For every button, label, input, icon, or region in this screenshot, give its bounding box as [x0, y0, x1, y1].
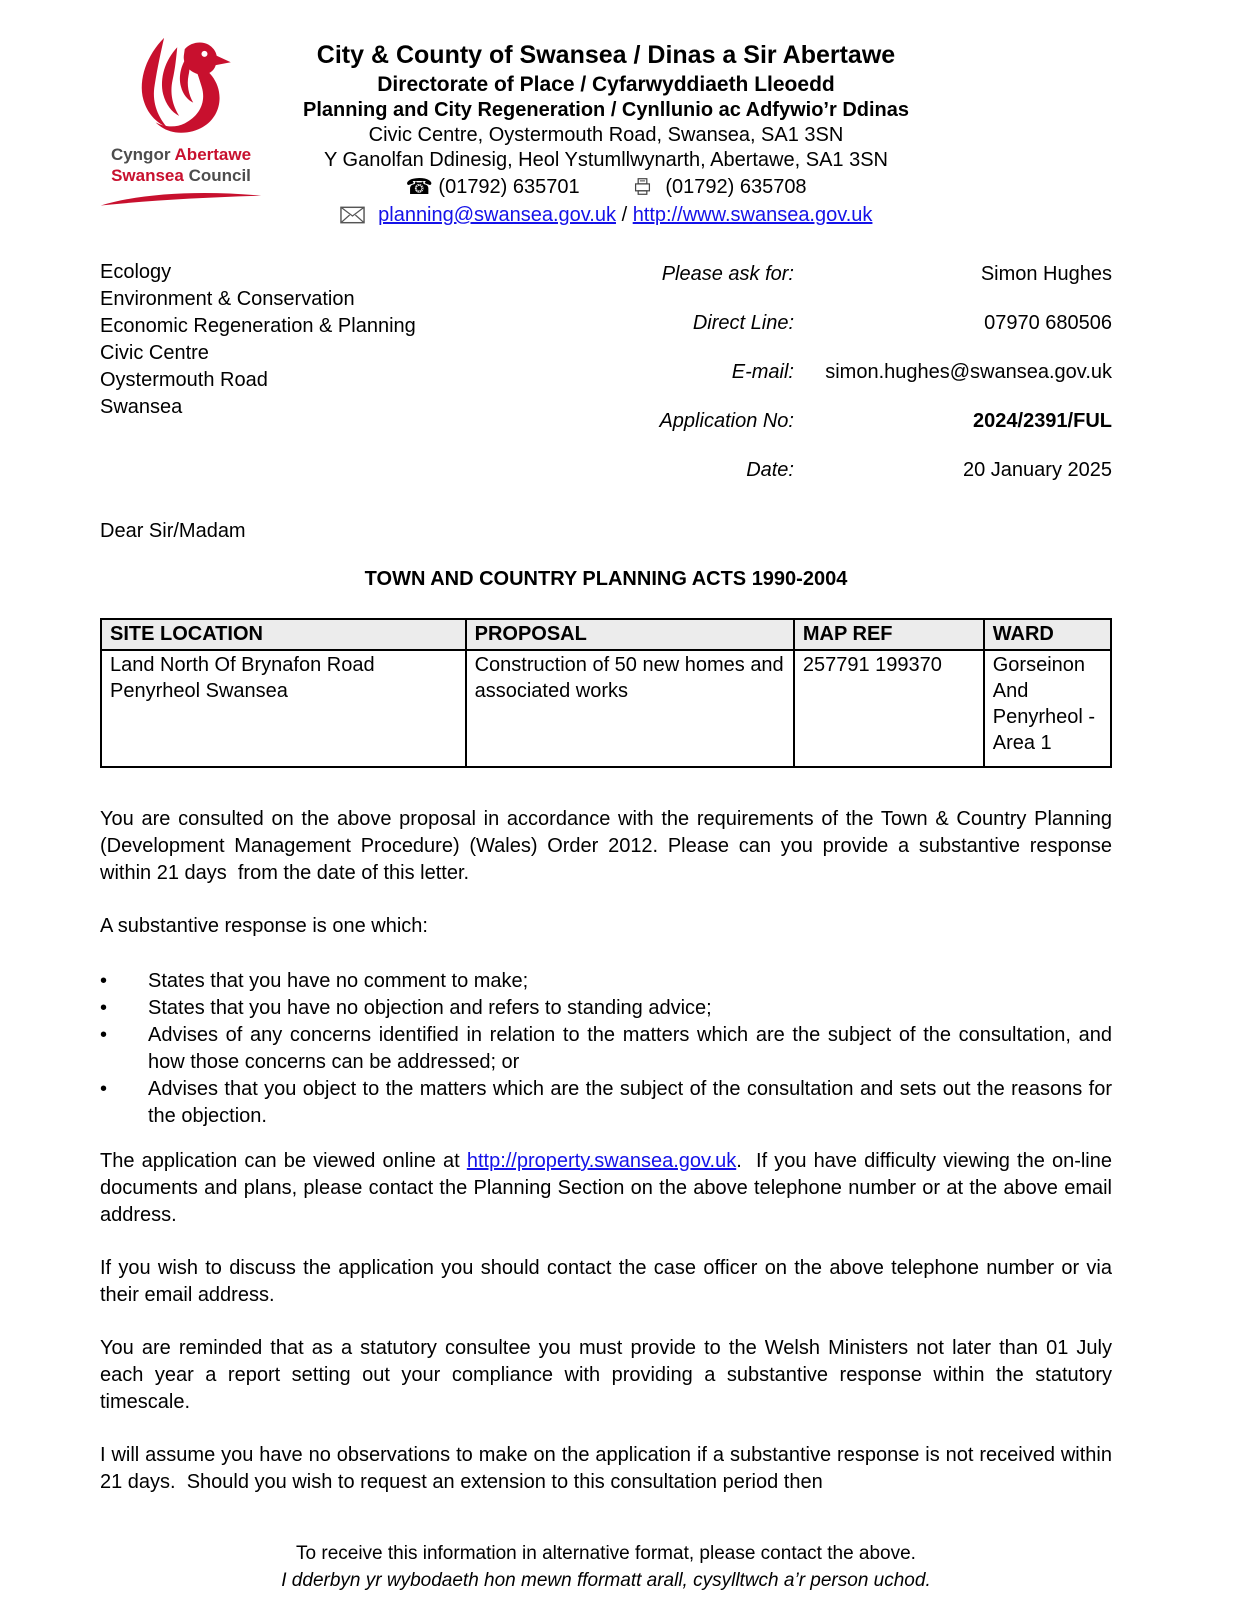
sender-address-line: Civic Centre — [100, 342, 209, 364]
envelope-icon — [340, 206, 365, 224]
phoenix-icon — [122, 36, 240, 144]
contact-row-date — [600, 457, 1112, 484]
cell-map-ref: 257791 199370 — [794, 650, 984, 767]
website-link[interactable]: http://www.swansea.gov.uk — [632, 204, 873, 226]
contact-row-email — [600, 359, 1112, 386]
email-link[interactable]: planning@swansea.gov.uk — [378, 204, 616, 226]
bullet-icon: • — [100, 970, 108, 992]
logo-text-abertawe: Abertawe — [174, 145, 252, 164]
bullet-icon: • — [100, 997, 108, 1019]
contact-row-direct-line — [600, 310, 1112, 337]
sender-address-line: Swansea — [100, 396, 183, 418]
sender-address-block — [100, 259, 600, 484]
logo-wordmark — [92, 144, 270, 186]
logo-text-council: Council — [188, 166, 251, 185]
paragraph-statutory-consultee: You are reminded that as a statutory consultee you must provide to the Welsh Ministers not later than 01 July each year a report setting out your compliance with providing a substantive response within the statutory timescale. — [100, 1337, 1112, 1413]
contact-details-block — [600, 259, 1112, 484]
footer-alt-format-cy: I dderbyn yr wybodaeth hon mewn fformatt arall, cysylltwch a’r person uchod. — [281, 1570, 931, 1591]
contact-label: Please ask for: — [661, 263, 794, 285]
col-header-map-ref: MAP REF — [794, 619, 984, 650]
list-item — [100, 1022, 1112, 1076]
cell-proposal: Construction of 50 new homes and associated works — [466, 650, 794, 767]
reference-section — [100, 259, 1112, 484]
sender-address-line: Oystermouth Road — [100, 369, 268, 391]
paragraph-discuss: If you wish to discuss the application you should contact the case officer on the above telephone number or via their email address. — [100, 1257, 1112, 1306]
table-row — [101, 650, 1111, 767]
property-portal-link[interactable]: http://property.swansea.gov.uk — [466, 1150, 737, 1172]
contact-label: Date: — [746, 459, 794, 481]
sender-address-line: Ecology — [100, 261, 172, 283]
list-item — [100, 1076, 1112, 1130]
paragraph-text: . If you have difficulty viewing the on-line documents and plans, please contact the Planning Section on the above telephone number or at the above email address. — [100, 1150, 1112, 1226]
acts-heading: TOWN AND COUNTRY PLANNING ACTS 1990-2004 — [364, 568, 848, 590]
paragraph-text: The application can be viewed online at — [100, 1150, 467, 1172]
table-header-row — [101, 619, 1111, 650]
sender-address-line: Environment & Conservation — [100, 288, 355, 310]
link-separator: / — [621, 204, 628, 226]
bullet-text: States that you have no objection and refers to standing advice; — [148, 997, 712, 1019]
contact-value: simon.hughes@swansea.gov.uk — [825, 361, 1112, 383]
bullet-icon: • — [100, 1078, 108, 1100]
cell-site-location: Land North Of Brynafon Road Penyrheol Swansea — [101, 650, 466, 767]
bullet-list — [100, 968, 1112, 1130]
contact-value: 07970 680506 — [984, 312, 1112, 334]
letterhead-address-en: Civic Centre, Oystermouth Road, Swansea, SA1 3SN — [368, 124, 844, 146]
paragraph-substantive-intro: A substantive response is one which: — [100, 915, 428, 937]
bullet-text: Advises of any concerns identified in relation to the matters which are the subject of the consultation, and how those concerns can be addressed; or — [148, 1024, 1112, 1073]
site-details-table — [100, 618, 1112, 768]
sender-address-line: Economic Regeneration & Planning — [100, 315, 416, 337]
list-item — [100, 995, 1112, 1022]
letterhead-department: Planning and City Regeneration / Cynllunio ac Adfywio’r Ddinas — [303, 99, 909, 121]
logo-text-cyngor: Cyngor — [110, 145, 175, 164]
logo-text-swansea: Swansea — [111, 166, 189, 185]
phone-number: (01792) 635701 — [438, 176, 580, 198]
salutation: Dear Sir/Madam — [100, 520, 246, 542]
contact-row-please-ask-for — [600, 261, 1112, 288]
col-header-site-location: SITE LOCATION — [101, 619, 466, 650]
letterhead-title: City & County of Swansea / Dinas a Sir Abertawe — [316, 41, 896, 69]
footer — [100, 1540, 1112, 1594]
bullet-text: Advises that you object to the matters which are the subject of the consultation and sets out the reasons for the objection. — [148, 1078, 1112, 1127]
cell-ward: Gorseinon And Penyrheol - Area 1 — [984, 650, 1111, 767]
fax-icon — [633, 177, 652, 196]
contact-row-application-no — [600, 408, 1112, 435]
col-header-proposal: PROPOSAL — [466, 619, 794, 650]
fax-number: (01792) 635708 — [665, 176, 807, 198]
col-header-ward: WARD — [984, 619, 1111, 650]
application-number: 2024/2391/FUL — [973, 410, 1112, 432]
contact-label: E-mail: — [731, 361, 794, 383]
contact-label: Application No: — [659, 410, 794, 432]
letter-date: 20 January 2025 — [962, 459, 1112, 481]
paragraph-consultation: You are consulted on the above proposal in accordance with the requirements of the Town & Country Planning (Development Management Procedure) (Wales) Order 2012. Please can you provide a substantive response within 21 days from the date of this letter. — [100, 808, 1112, 884]
paragraph-assume-no-observations: I will assume you have no observations to make on the application if a substantive response is not received within 21 days. Should you wish to request an extension to this consultation period then — [100, 1444, 1112, 1493]
council-logo — [92, 36, 270, 208]
contact-value: Simon Hughes — [980, 263, 1112, 285]
contact-label: Direct Line: — [692, 312, 794, 334]
letterhead-address-cy: Y Ganolfan Ddinesig, Heol Ystumllwynarth, Abertawe, SA1 3SN — [323, 149, 888, 171]
list-item — [100, 968, 1112, 995]
phone-icon: ☎ — [405, 174, 433, 199]
letterhead-directorate: Directorate of Place / Cyfarwyddiaeth Lleoedd — [377, 73, 835, 96]
logo-swoosh — [95, 190, 267, 208]
bullet-icon: • — [100, 1024, 108, 1046]
paragraph-view-online — [100, 1148, 1112, 1229]
footer-alt-format-en: To receive this information in alternative format, please contact the above. — [296, 1543, 916, 1564]
bullet-text: States that you have no comment to make; — [148, 970, 529, 992]
